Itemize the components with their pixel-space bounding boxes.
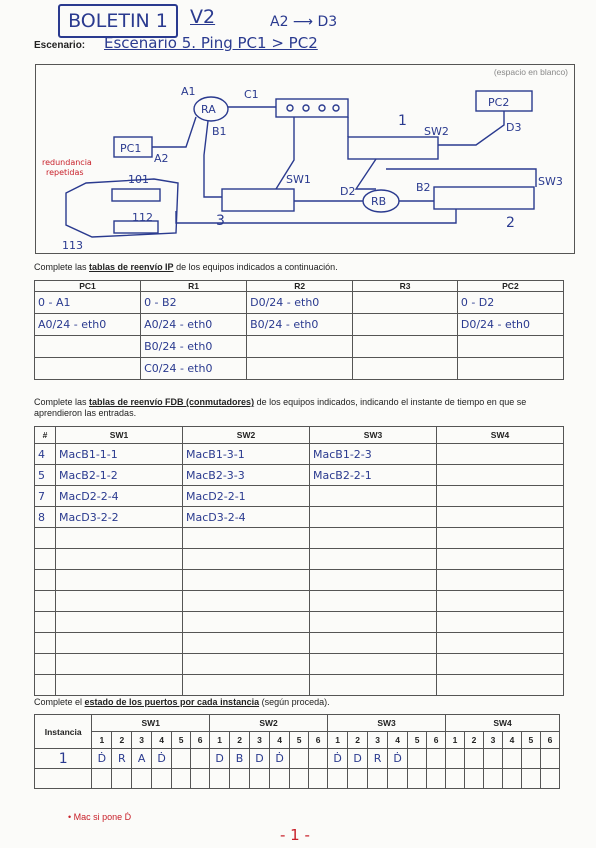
port-state-cell: Ḋ	[388, 749, 408, 769]
port-state-cell	[408, 769, 427, 789]
rb-label: RB	[371, 195, 387, 208]
port-state-cell	[172, 749, 191, 769]
port-number: 6	[427, 732, 446, 749]
fdb-row: 7 MacD2-2-4 MacD2-2-1	[35, 486, 564, 507]
port-state-cell	[309, 749, 328, 769]
footnote: • Mac si pone Ḋ	[68, 812, 132, 822]
blank-space-label: (espacio en blanco)	[493, 67, 568, 77]
port-state-cell: R	[368, 749, 388, 769]
port-state-cell	[465, 749, 484, 769]
port-state-cell	[540, 749, 559, 769]
port-state-cell	[540, 769, 559, 789]
svg-text:2: 2	[506, 215, 515, 231]
port-state-cell: Ḋ	[328, 749, 348, 769]
ip-table	[34, 280, 564, 380]
port-number: 4	[388, 732, 408, 749]
port-number: 5	[172, 732, 191, 749]
port-state-cell	[309, 769, 328, 789]
pc2-label: PC2	[488, 96, 510, 109]
port-number: 5	[290, 732, 309, 749]
ports-table: Instancia SW1 SW2 SW3 SW4 1 2 3 4 5 6 1 2 3 4 5 6 1 2 3 4 5 6 1 2 3 4 5 6 1 Ḋ R A Ḋ D B D Ḋ Ḋ D R Ḋ	[34, 714, 560, 789]
fdb-row	[35, 612, 564, 633]
ports-instruction: Complete el estado de los puertos por cada instancia (según proceda).	[34, 697, 330, 707]
port-state-cell: B	[230, 749, 250, 769]
fdb-row: 8 MacD3-2-2 MacD3-2-4	[35, 507, 564, 528]
port-state-cell	[427, 749, 446, 769]
port-number: 3	[483, 732, 502, 749]
instance-cell	[35, 769, 92, 789]
scenario-value: Escenario 5. Ping PC1 > PC2	[104, 34, 318, 52]
port-number: 1	[92, 732, 112, 749]
svg-text:112: 112	[132, 211, 153, 224]
svg-text:SW2: SW2	[424, 125, 449, 138]
fdb-row: 5 MacB2-1-2 MacB2-3-3 MacB2-2-1	[35, 465, 564, 486]
ports-row	[35, 749, 560, 769]
port-state-cell	[172, 769, 191, 789]
sw3-box	[434, 187, 534, 209]
svg-text:repetidas: repetidas	[46, 168, 84, 177]
network-drawing	[36, 65, 574, 253]
redundancy-note: redundancia	[42, 158, 92, 167]
port-state-cell	[521, 769, 540, 789]
fdb-row	[35, 591, 564, 612]
version-label: V2	[190, 6, 216, 28]
fdb-row	[35, 528, 564, 549]
port-state-cell	[483, 749, 502, 769]
ports-row	[35, 769, 560, 789]
port-number: 5	[408, 732, 427, 749]
port-state-cell	[132, 769, 152, 789]
port-state-cell	[446, 749, 465, 769]
port-state-cell	[465, 769, 484, 789]
port-state-cell	[388, 769, 408, 789]
network-diagram	[35, 64, 575, 254]
port-state-cell	[521, 749, 540, 769]
port-number: 1	[446, 732, 465, 749]
port-number: 2	[230, 732, 250, 749]
port-state-cell	[152, 769, 172, 789]
port-state-cell	[502, 749, 521, 769]
fdb-table-header: # SW1 SW2 SW3 SW4	[35, 427, 564, 444]
port-state-cell	[249, 769, 269, 789]
ip-row: B0/24 - eth0	[35, 336, 564, 358]
port-state-cell	[348, 769, 368, 789]
svg-text:A1: A1	[181, 85, 196, 98]
port-state-cell: D	[210, 749, 230, 769]
port-number: 2	[465, 732, 484, 749]
ports-number-row	[35, 732, 560, 749]
boletin-title: BOLETIN 1	[58, 4, 178, 38]
ra-label: RA	[201, 103, 216, 116]
port-state-cell: Ḋ	[92, 749, 112, 769]
port-state-cell: Ḋ	[152, 749, 172, 769]
port-state-cell	[191, 769, 210, 789]
port-state-cell	[112, 769, 132, 789]
fdb-instruction: Complete las tablas de reenvío FDB (conmutadores) de los equipos indicados, indicando el instante de tiempo en que se aprendieron las entradas.	[34, 397, 527, 418]
port-state-cell	[446, 769, 465, 789]
svg-text:B2: B2	[416, 181, 431, 194]
ip-row: A0/24 - eth0 A0/24 - eth0 B0/24 - eth0 D0/24 - eth0	[35, 314, 564, 336]
port-number: 2	[112, 732, 132, 749]
pc1-label: PC1	[120, 142, 142, 155]
svg-text:B1: B1	[212, 125, 227, 138]
fdb-row	[35, 654, 564, 675]
header-note: A2 ⟶ D3	[270, 14, 338, 30]
port-state-cell	[427, 769, 446, 789]
port-state-cell	[210, 769, 230, 789]
port-number: 1	[210, 732, 230, 749]
ip-row: 0 - A1 0 - B2 D0/24 - eth0 0 - D2	[35, 292, 564, 314]
port-state-cell	[502, 769, 521, 789]
port-number: 6	[540, 732, 559, 749]
svg-text:3: 3	[216, 213, 225, 229]
port-state-cell: A	[132, 749, 152, 769]
ip-instruction: Complete las tablas de reenvío IP de los equipos indicados a continuación.	[34, 262, 338, 272]
svg-text:C1: C1	[244, 88, 259, 101]
fdb-table	[34, 426, 564, 696]
port-state-cell	[230, 769, 250, 789]
port-number: 5	[521, 732, 540, 749]
svg-text:1: 1	[398, 113, 407, 129]
fdb-row	[35, 633, 564, 654]
sw1-box	[222, 189, 294, 211]
page-number: - 1 -	[280, 826, 310, 844]
port-state-cell	[368, 769, 388, 789]
port-number: 3	[368, 732, 388, 749]
svg-text:A2: A2	[154, 152, 169, 165]
fdb-row	[35, 549, 564, 570]
svg-text:113: 113	[62, 239, 83, 252]
svg-text:SW3: SW3	[538, 175, 563, 188]
port-state-cell: Ḋ	[270, 749, 290, 769]
port-number: 6	[191, 732, 210, 749]
port-state-cell: R	[112, 749, 132, 769]
instance-cell: 1	[35, 749, 92, 769]
port-state-cell	[270, 769, 290, 789]
port-state-cell	[191, 749, 210, 769]
port-state-cell: D	[249, 749, 269, 769]
port-state-cell	[408, 749, 427, 769]
port-number: 4	[152, 732, 172, 749]
port-number: 3	[132, 732, 152, 749]
ip-row: C0/24 - eth0	[35, 358, 564, 380]
port-state-cell	[328, 769, 348, 789]
port-number: 3	[249, 732, 269, 749]
fdb-row: 4 MacB1-1-1 MacB1-3-1 MacB1-2-3	[35, 444, 564, 465]
svg-text:SW1: SW1	[286, 173, 311, 186]
svg-text:D3: D3	[506, 121, 522, 134]
svg-text:D2: D2	[340, 185, 356, 198]
port-state-cell	[290, 769, 309, 789]
port-state-cell	[290, 749, 309, 769]
port-number: 6	[309, 732, 328, 749]
ip-table-header: PC1 R1 R2 R3 PC2	[35, 281, 564, 292]
fdb-row	[35, 675, 564, 696]
port-number: 1	[328, 732, 348, 749]
svg-text:101: 101	[128, 173, 149, 186]
port-state-cell	[92, 769, 112, 789]
port-number: 4	[270, 732, 290, 749]
scenario-label: Escenario:	[34, 40, 86, 51]
port-number: 4	[502, 732, 521, 749]
port-state-cell	[483, 769, 502, 789]
sw2-box	[348, 137, 438, 159]
port-number: 2	[348, 732, 368, 749]
fdb-row	[35, 570, 564, 591]
port-state-cell: D	[348, 749, 368, 769]
